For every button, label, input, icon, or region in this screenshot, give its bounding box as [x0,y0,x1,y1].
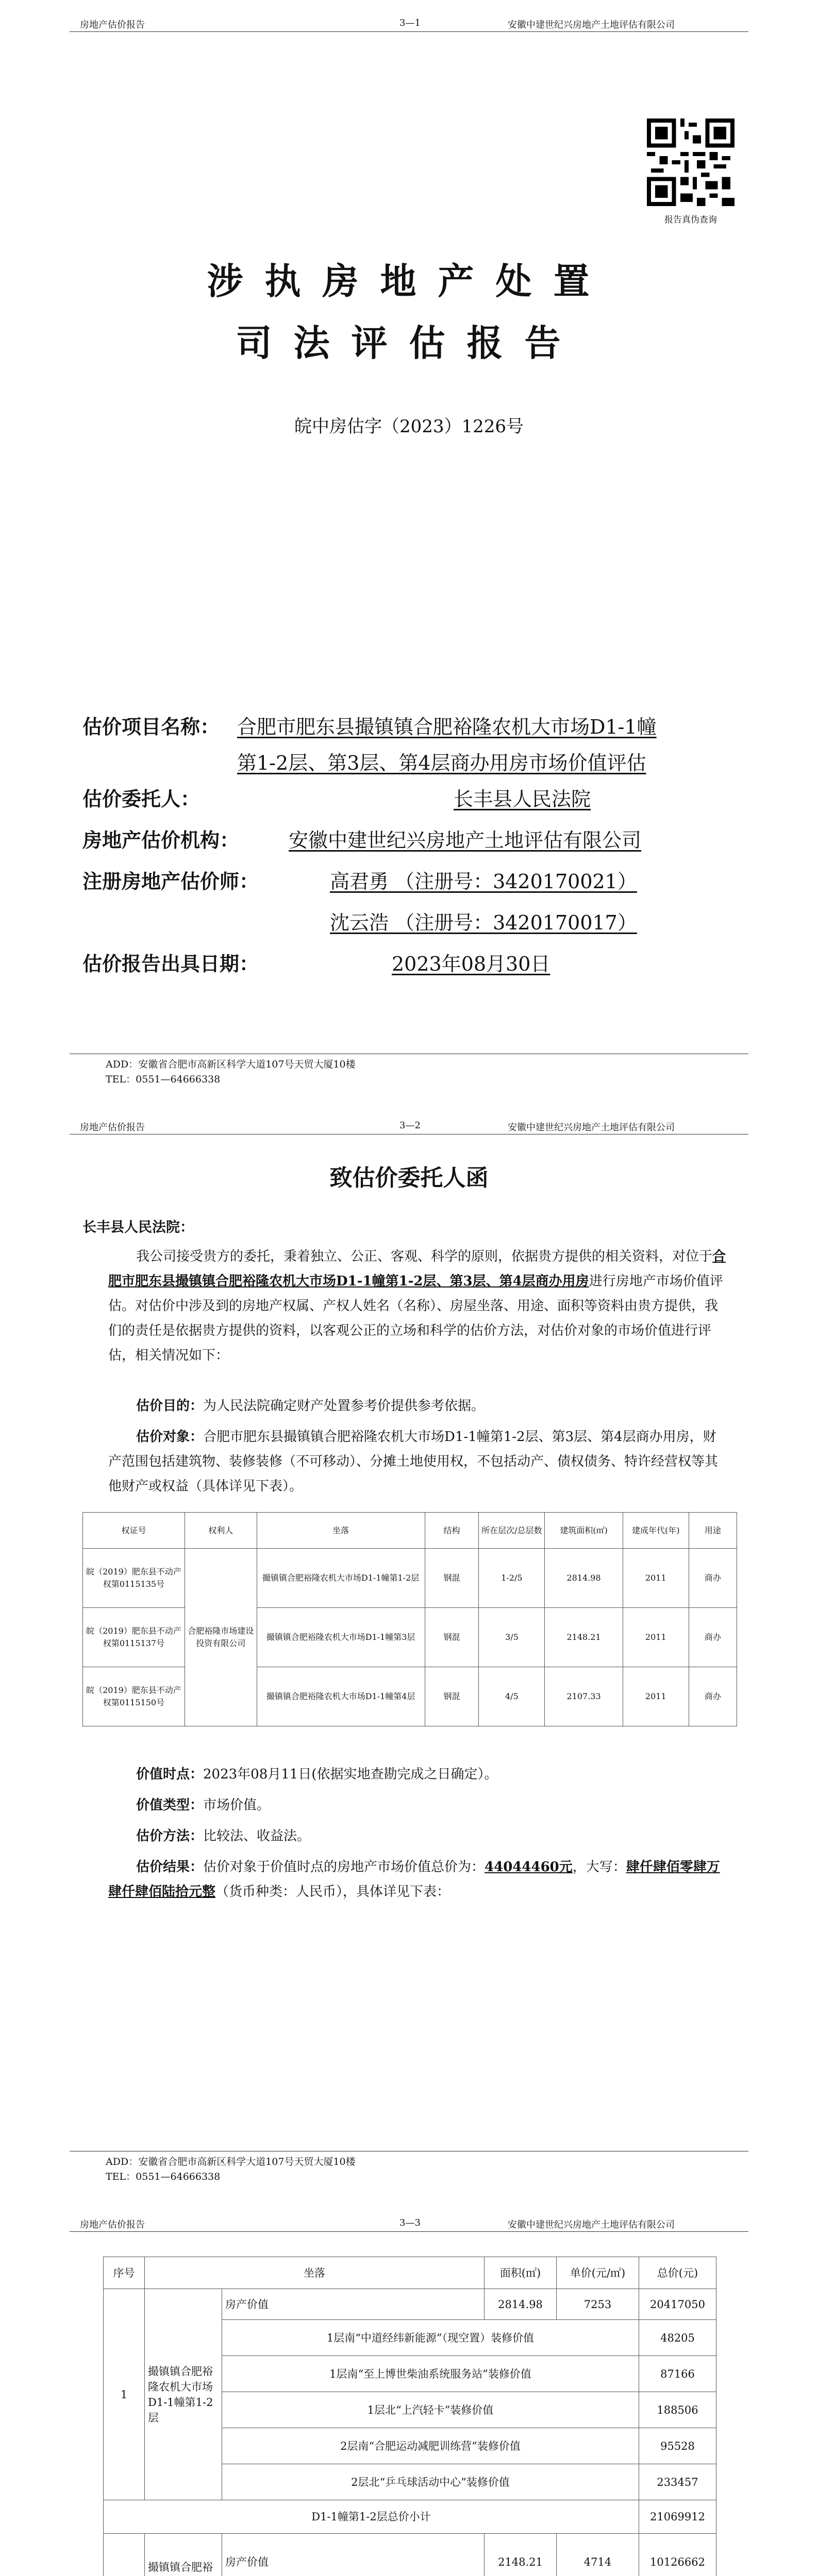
time-line: 价值时点：2023年08月11日(依据实地查勘完成之日确定）。 [136,1767,498,1782]
qr-code-icon[interactable] [647,118,734,206]
appraiser-label: 注册房地产估价师： [82,870,259,893]
table-row: 2层北“乒乓球活动中心”装修价值 233457 [104,2464,716,2500]
table-row: 皖（2019）肥东县不动产权第0115150号 撮镇镇合肥裕隆农机大市场D1-1幢第4层 钢混 4/5 2107.33 2011 商办 [83,1667,737,1726]
page-footer [70,2151,748,2184]
header-page-no: 3—1 [399,18,421,28]
client-label: 估价委托人： [82,787,201,810]
header-company: 安徽中建世纪兴房地产土地评估有限公司 [508,2219,675,2230]
header-company: 安徽中建世纪兴房地产土地评估有限公司 [508,20,675,30]
letter-intro: 我公司接受贵方的委托，秉着独立、公正、客观、科学的原则，依据贵方提供的相关资料，对位于合肥市肥东县撮镇镇合肥裕隆农机大市场D1-1幢第1-2层、第3层、第4层商办用房进行房地产市场价值评估。对估价中涉及到的房地产权属、产权人姓名（名称）、房屋坐落、用途、面积等资料由贵方提供，我们的责任是依据贵方提供的资料，以客观公正的立场和科学的估价方法，对估价对象的市场价值进行评估，相关情况如下： [108,1249,726,1363]
type-line: 价值类型：市场价值。 [136,1798,271,1813]
project-value-1: 合肥市肥东县撮镇镇合肥裕隆农机大市场D1-1幢 [237,716,657,738]
header-left: 房地产估价报告 [80,2219,145,2230]
header-page-no: 3—3 [399,2217,421,2228]
project-label: 估价项目名称： [82,715,220,738]
date-value: 2023年08月30日 [392,953,550,975]
page-header [70,2214,748,2232]
letter-title: 致估价委托人函 [329,1165,489,1191]
footer-address: ADD：安徽省合肥市高新区科学大道107号天贸大厦10楼 [106,1059,356,1070]
cover-page [0,0,818,1103]
header-company: 安徽中建世纪兴房地产土地评估有限公司 [508,1122,675,1133]
report-title-line1: 涉执房地产处置 [207,260,611,302]
purpose-line: 估价目的：为人民法院确定财产处置参考价提供参考依据。 [136,1398,485,1414]
page-header [70,14,748,32]
header-page-no: 3—2 [399,1120,421,1131]
table-row: 皖（2019）肥东县不动产权第0115137号 撮镇镇合肥裕隆农机大市场D1-1幢第3层 钢混 3/5 2148.21 2011 商办 [83,1608,737,1667]
table-row: 1层南“至上博世柴油系统服务站”装修价值 87166 [104,2356,716,2392]
footer-tel: TEL：0551—64666338 [106,1074,221,1085]
letter-page [0,1103,818,2200]
agency-value: 安徽中建世纪兴房地产土地评估有限公司 [289,829,642,852]
property-table: 权证号 权利人 坐落 结构 所在层次/总层数 建筑面积(㎡) 建成年代(年) 用途 皖（2019）肥东县不动产权第0115135号 合肥裕隆市场建设投资有限公司 撮镇镇合肥裕隆农机大市场D1-1幢第1-2层 钢混 1-2/5 2814.98 2011 商办 皖（2019）肥东县不动产权第0115137号 撮镇镇合肥裕隆农机大市场D1-1幢第3层 钢混 3/5 2148.21 2011 商办 皖（2019）肥东县不动产权第0115150号 撮镇镇合肥裕隆农机大市场D1-1幢第4层 钢混 4/5 2107.33 2011 商办 [82,1512,737,1726]
method-line: 估价方法：比较法、收益法。 [136,1828,311,1844]
date-label: 估价报告出具日期： [82,952,259,975]
footer-tel: TEL：0551—64666338 [106,2171,221,2182]
agency-label: 房地产估价机构： [82,828,240,852]
object-line: 估价对象：合肥市肥东县撮镇镇合肥裕隆农机大市场D1-1幢第1-2层、第3层、第4层商办用房，财产范围包括建筑物、装修装修（不可移动）、分摊土地使用权，不包括动产、债权债务、特许经营权等其他财产或权益（具体详见下表）。 [108,1429,719,1494]
table-row: 2层南“合肥运动减肥训练营”装修价值 95528 [104,2428,716,2464]
appraiser-2: 沈云浩 （注册号：3420170017） [330,911,637,934]
value-table: 序号 坐落 面积(㎡) 单价(元/㎡) 总价(元) 1 撮镇镇合肥裕隆农机大市场D1-1幢第1-2层 房产价值 2814.98 7253 20417050 1层南“中道经纬新能源”（现空置）装修价值 48205 1层南“至上博世柴油系统服务站”装修价值 87166 1层北“上汽轻卡”装修价值 188506 2层南“合肥运动减肥训练营”装修价值 95528 2层北“乒乓球活动中心”装修价值 233457 D1-1幢第1-2层总价小计 21069912 撮镇镇合肥裕 房产价值 2148.21 4714 10126662 [103,2257,716,2576]
table-row: 皖（2019）肥东县不动产权第0115135号 合肥裕隆市场建设投资有限公司 撮镇镇合肥裕隆农机大市场D1-1幢第1-2层 钢混 1-2/5 2814.98 2011 商办 [83,1549,737,1608]
page-footer [70,1054,748,1087]
client-value: 长丰县人民法院 [454,788,591,810]
header-left: 房地产估价报告 [80,1122,145,1133]
owner-cell: 合肥裕隆市场建设投资有限公司 [185,1549,257,1726]
subtotal-row: D1-1幢第1-2层总价小计 21069912 [104,2500,716,2534]
header-left: 房地产估价报告 [80,20,145,30]
table-row: 1 撮镇镇合肥裕隆农机大市场D1-1幢第1-2层 房产价值 2814.98 7253 20417050 [104,2289,716,2320]
qr-caption: 报告真伪查询 [664,215,717,225]
report-ref-no: 皖中房估字（2023）1226号 [294,416,524,437]
report-title-line2: 司法评估报告 [236,321,582,364]
appraiser-1: 高君勇 （注册号：3420170021） [330,870,637,893]
table-row: 1层南“中道经纬新能源”（现空置）装修价值 48205 [104,2320,716,2356]
project-value-2: 第1-2层、第3层、第4层商办用房市场价值评估 [237,752,646,774]
footer-address: ADD：安徽省合肥市高新区科学大道107号天贸大厦10楼 [106,2156,356,2167]
table-row: 1层北“上汽轻卡”装修价值 188506 [104,2392,716,2428]
value-table-page [0,2200,818,2576]
result-line: 估价结果：估价对象于价值时点的房地产市场价值总价为：44044460元，大写：肆仟肆佰零肆万肆仟肆佰陆拾元整（货币种类：人民币），具体详见下表： [108,1859,720,1900]
table-row: 撮镇镇合肥裕 房产价值 2148.21 4714 10126662 [104,2534,716,2576]
letter-addressee: 长丰县人民法院： [82,1219,194,1235]
page-header [70,1117,748,1134]
